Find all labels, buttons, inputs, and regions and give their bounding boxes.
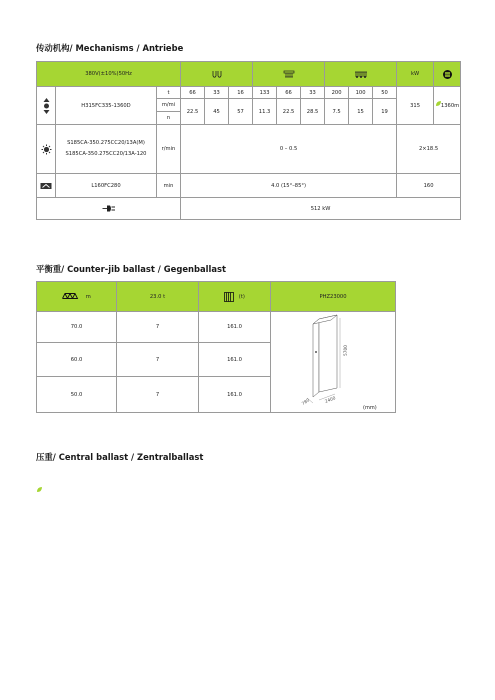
power-plug-icon — [102, 204, 116, 213]
hoist-load: 200 — [325, 87, 349, 99]
ballast-total-unit: (t) — [238, 294, 245, 300]
luffing-time: 4.0 (15°–85°) — [181, 174, 397, 198]
hoist-model: H315FC335-1360D — [56, 87, 157, 125]
hoist-load: 66 — [181, 87, 205, 99]
rope-leaf-icon — [36, 486, 43, 493]
central-ballast-heading: 压重/ Central ballast / Zentralballast — [36, 452, 204, 462]
slewing-model-2: S185CA-350.275CC20/13A-120 — [65, 151, 147, 157]
slewing-icon-cell — [37, 125, 56, 174]
kw-header: kW — [397, 62, 434, 87]
cj-row-length: 70.0 — [37, 312, 117, 343]
reeving-2-icon — [211, 70, 223, 79]
slewing-icon — [41, 144, 52, 155]
hoist-speed: 15 — [349, 99, 373, 125]
cj-row-total: 161.0 — [199, 377, 271, 413]
hoist-speed: 28.5 — [301, 99, 325, 125]
slewing-model-1: S185CA-350.275CC20/13A(M) — [67, 140, 145, 146]
hoist-load: 33 — [301, 87, 325, 99]
hoist-speed: 19 — [373, 99, 397, 125]
cj-row-count: 7 — [117, 312, 199, 343]
cj-row-length: 60.0 — [37, 343, 117, 377]
power-plug-cell — [37, 198, 181, 220]
dimension-unit: (mm) — [363, 405, 377, 411]
cj-row-count: 7 — [117, 343, 199, 377]
reeving-6-header — [325, 62, 397, 87]
ballast-width-dim: 2400 — [324, 396, 337, 405]
slewing-models — [56, 125, 157, 174]
hoist-unit-speed: m/mi — [157, 99, 181, 112]
slewing-speed: 0 – 0.5 — [181, 125, 397, 174]
hoist-speed: 11.3 — [253, 99, 277, 125]
ballast-model-header: PHZ23000 — [271, 282, 396, 312]
jib-length-icon — [62, 293, 80, 299]
ballast-total-header — [199, 282, 271, 312]
mechanisms-heading: 传动机构/ Mechanisms / Antriebe — [36, 43, 184, 53]
hoist-load: 133 — [253, 87, 277, 99]
hoist-rope-cell — [434, 87, 461, 125]
slewing-kw: 2×18.5 — [397, 125, 461, 174]
ballast-depth-dim: 780 — [301, 398, 311, 407]
ballast-blocks-icon — [224, 292, 234, 302]
winch-header — [434, 62, 461, 87]
hoist-icon-cell — [37, 87, 56, 125]
slewing-unit: r/min — [157, 125, 181, 174]
reeving-4-icon — [283, 70, 295, 79]
winch-drum-icon — [442, 69, 453, 80]
power-supply-header: 380V(±10%)50Hz — [37, 62, 181, 87]
hoist-load: 66 — [277, 87, 301, 99]
block-weight-header: 23.0 t — [117, 282, 199, 312]
hoist-speed: 57 — [229, 99, 253, 125]
luffing-icon — [40, 182, 52, 190]
cj-row-length: 50.0 — [37, 377, 117, 413]
hoist-load: 16 — [229, 87, 253, 99]
luffing-kw: 160 — [397, 174, 461, 198]
cj-row-total: 161.0 — [199, 343, 271, 377]
ballast-block-drawing-cell — [271, 312, 396, 413]
ballast-height-dim: 5700 — [343, 345, 349, 356]
hoist-rope-length: 1360m — [440, 102, 460, 109]
hoist-load: 33 — [205, 87, 229, 99]
mechanisms-table — [36, 61, 461, 220]
counter-jib-heading: 平衡重/ Counter-jib ballast / Gegenballast — [36, 264, 227, 274]
cj-row-total: 161.0 — [199, 312, 271, 343]
hoist-load: 50 — [373, 87, 397, 99]
luffing-model: L160FC280 — [56, 174, 157, 198]
hoist-speed: 22.5 — [277, 99, 301, 125]
counter-jib-table — [36, 281, 396, 413]
hoist-unit-speed-cont: n — [157, 112, 181, 125]
hoist-speed: 22.5 — [181, 99, 205, 125]
total-power: 512 kW — [181, 198, 461, 220]
hoist-speed: 7.5 — [325, 99, 349, 125]
luffing-unit: min — [157, 174, 181, 198]
reeving-6-icon — [354, 70, 368, 79]
luffing-icon-cell — [37, 174, 56, 198]
hoist-speed: 45 — [205, 99, 229, 125]
cj-row-count: 7 — [117, 377, 199, 413]
hoist-icon — [42, 97, 51, 115]
hoist-kw: 315 — [397, 87, 434, 125]
reeving-2-header — [181, 62, 253, 87]
jib-length-header — [37, 282, 117, 312]
jib-length-unit: m — [85, 293, 91, 300]
reeving-4-header — [253, 62, 325, 87]
hoist-load: 100 — [349, 87, 373, 99]
hoist-unit-t: t — [157, 87, 181, 99]
